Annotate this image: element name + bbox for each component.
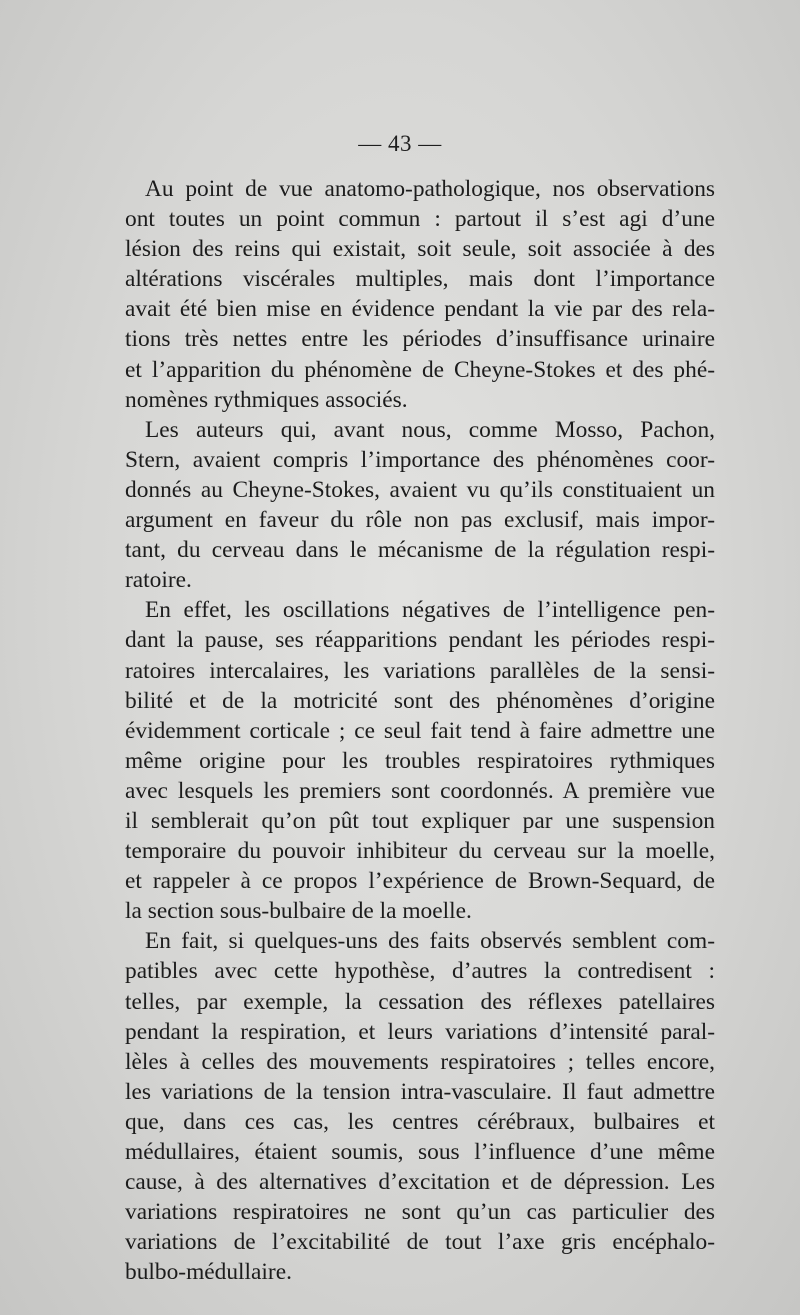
text-line: bulbo-médullaire. xyxy=(125,1259,292,1286)
text-line: ratoire. xyxy=(125,567,192,594)
text-line: avec lesquels les premiers sont coordonnés. A première vue xyxy=(125,777,715,804)
text-line: temporaire du pouvoir inhibiteur du cerveau sur la moelle, xyxy=(125,838,715,865)
text-line: médullaires, étaient soumis, sous l’influence d’une même xyxy=(125,1139,715,1165)
text-line: et l’apparition du phénomène de Cheyne-Stokes et des phé- xyxy=(125,356,715,383)
text-line: En fait, si quelques-uns des faits observés semblent com- xyxy=(145,928,715,955)
page-number: — 43 — xyxy=(358,131,442,156)
text-line: En effet, les oscillations négatives de l’intelligence pen- xyxy=(145,597,715,624)
text-line: la section sous-bulbaire de la moelle. xyxy=(125,898,472,925)
body-text xyxy=(103,174,715,1287)
text-line: les variations de la tension intra-vasculaire. Il faut admettre xyxy=(125,1078,715,1105)
text-line: lèles à celles des mouvements respiratoires ; telles encore, xyxy=(125,1048,715,1075)
text-line: tant, du cerveau dans le mécanisme de la régulation respi- xyxy=(125,537,715,564)
text-line: avait été bien mise en évidence pendant la vie par des rela- xyxy=(125,296,715,323)
text-line: et rappeler à ce propos l’expérience de Brown-Sequard, de xyxy=(125,868,715,895)
text-line: tions très nettes entre les périodes d’insuffisance urinaire xyxy=(125,326,715,353)
text-line: il semblerait qu’on pût tout expliquer par une suspension xyxy=(125,807,715,834)
paragraph xyxy=(103,174,715,415)
paragraph xyxy=(103,415,715,596)
text-line: altérations viscérales multiples, mais dont l’importance xyxy=(125,266,715,293)
text-line: évidemment corticale ; ce seul fait tend à faire admettre une xyxy=(125,717,715,744)
text-line: patibles avec cette hypothèse, d’autres la contredisent : xyxy=(125,958,715,985)
text-line: dant la pause, ses réapparitions pendant les périodes respi- xyxy=(125,627,715,654)
text-line: ont toutes un point commun : partout il s’est agi d’une xyxy=(125,206,715,233)
text-line: bilité et de la motricité sont des phénomènes d’origine xyxy=(125,687,715,714)
paragraph xyxy=(103,595,715,926)
text-line: Les auteurs qui, avant nous, comme Mosso, Pachon, xyxy=(145,416,715,443)
text-line: Au point de vue anatomo-pathologique, nos observations xyxy=(145,176,715,202)
text-line: ratoires intercalaires, les variations parallèles de la sensi- xyxy=(125,657,715,684)
text-line: même origine pour les troubles respiratoires rythmiques xyxy=(125,747,715,774)
text-line: cause, à des alternatives d’excitation et de dépression. Les xyxy=(125,1169,715,1196)
paragraph xyxy=(103,926,715,1287)
text-line: pendant la respiration, et leurs variations d’intensité paral- xyxy=(125,1018,715,1045)
text-line: argument en faveur du rôle non pas exclusif, mais impor- xyxy=(125,507,715,534)
text-line: variations respiratoires ne sont qu’un cas particulier des xyxy=(125,1199,715,1226)
text-line: nomènes rythmiques associés. xyxy=(125,386,408,413)
text-line: que, dans ces cas, les centres cérébraux, bulbaires et xyxy=(125,1108,715,1135)
text-line: variations de l’excitabilité de tout l’axe gris encéphalo- xyxy=(125,1229,715,1256)
text-line: donnés au Cheyne-Stokes, avaient vu qu’ils constituaient un xyxy=(125,476,715,503)
text-line: Stern, avaient compris l’importance des phénomènes coor- xyxy=(125,446,715,473)
text-line: lésion des reins qui existait, soit seule, soit associée à des xyxy=(125,236,715,263)
text-line: telles, par exemple, la cessation des réflexes patellaires xyxy=(125,988,715,1015)
